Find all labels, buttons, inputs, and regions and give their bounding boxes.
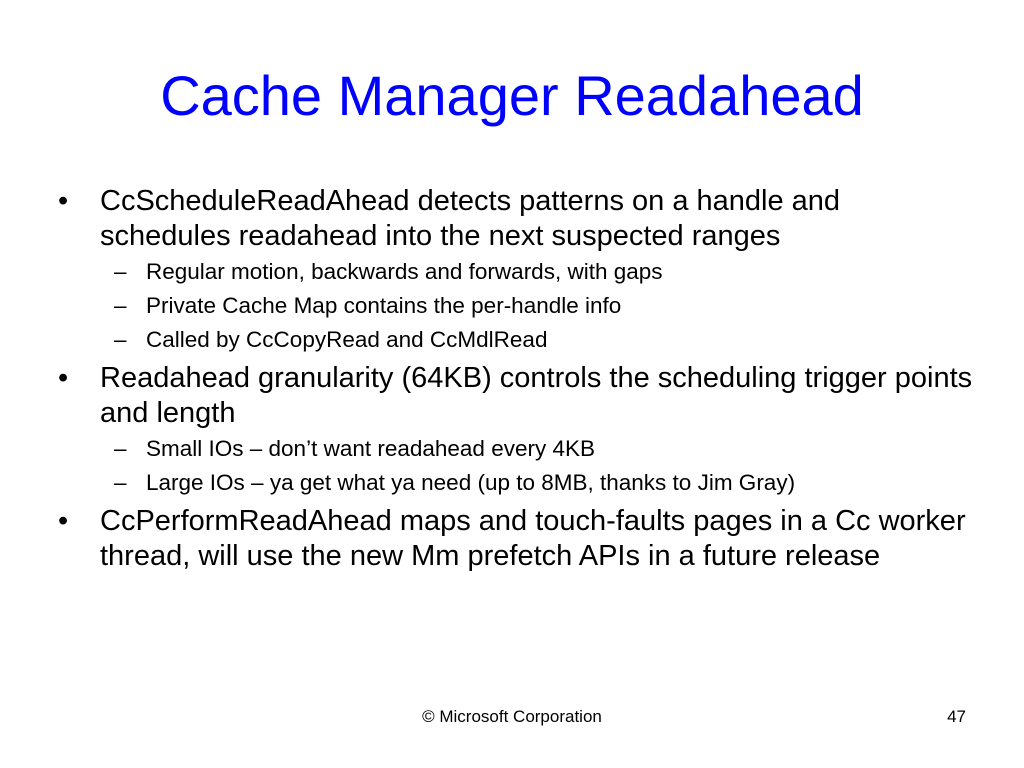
sub-bullet-point (100, 435, 978, 462)
sub-bullet-point (100, 326, 978, 353)
dash-marker: – (114, 327, 127, 352)
slide-title: Cache Manager Readahead (160, 64, 864, 127)
bullet-list (58, 184, 978, 580)
bullet-point (58, 361, 978, 496)
bullet-text: CcPerformReadAhead maps and touch-faults pages in a Cc worker thread, will use the new Mm prefetch APIs in a future release (100, 505, 966, 572)
dash-marker: – (114, 470, 127, 495)
bullet-point (58, 184, 978, 353)
page-number: 47 (947, 707, 966, 726)
bullet-marker: • (58, 505, 69, 537)
dash-marker: – (114, 259, 127, 284)
sub-bullet-text: Called by CcCopyRead and CcMdlRead (146, 327, 548, 352)
bullet-text: CcScheduleReadAhead detects patterns on a handle and schedules readahead into the next suspected ranges (100, 185, 841, 252)
sub-bullet-list (100, 435, 978, 496)
bullet-marker: • (58, 185, 69, 217)
dash-marker: – (114, 436, 127, 461)
bullet-marker: • (58, 362, 69, 394)
sub-bullet-text: Regular motion, backwards and forwards, with gaps (146, 259, 663, 284)
sub-bullet-text: Large IOs – ya get what ya need (up to 8MB, thanks to Jim Gray) (146, 470, 796, 495)
sub-bullet-point (100, 258, 978, 285)
sub-bullet-text: Small IOs – don’t want readahead every 4KB (146, 436, 596, 461)
sub-bullet-text: Private Cache Map contains the per-handle info (146, 293, 622, 318)
sub-bullet-point (100, 292, 978, 319)
sub-bullet-point (100, 469, 978, 496)
bullet-point (58, 504, 978, 574)
bullet-text: Readahead granularity (64KB) controls the scheduling trigger points and length (100, 362, 973, 429)
dash-marker: – (114, 293, 127, 318)
sub-bullet-list (100, 258, 978, 353)
footer-copyright: © Microsoft Corporation (422, 707, 602, 726)
